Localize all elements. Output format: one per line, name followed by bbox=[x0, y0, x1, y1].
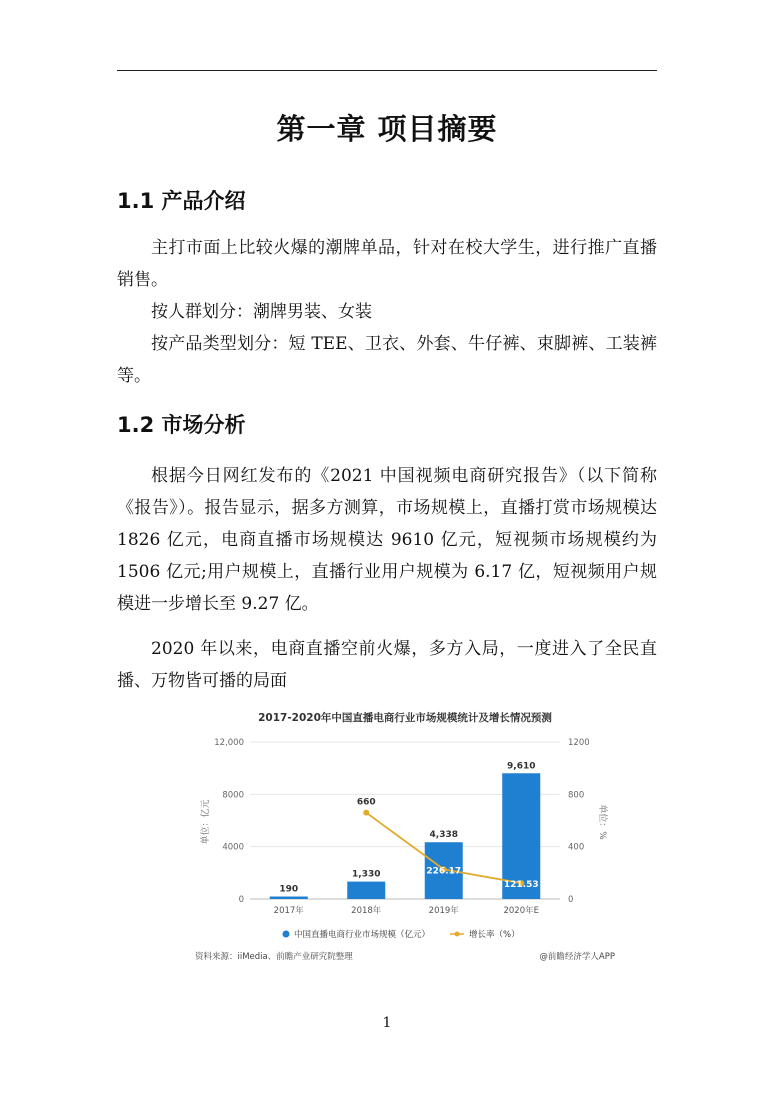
paragraph: 按人群划分：潮牌男装、女装 bbox=[151, 302, 372, 322]
x-tick-label: 2018年 bbox=[351, 906, 382, 916]
page-number: 1 bbox=[382, 1015, 392, 1031]
x-tick-label: 2020年E bbox=[503, 906, 540, 916]
y2-tick-label: 400 bbox=[568, 842, 585, 853]
paragraph: 主打市面上比较火爆的潮牌单品，针对在校大学生，进行推广直播销售。 bbox=[117, 238, 657, 290]
legend-swatch-bar bbox=[283, 931, 290, 938]
market-size-chart bbox=[190, 704, 620, 966]
section-heading-product: 1.1 产品介绍 bbox=[117, 189, 246, 213]
bar-value-label: 1,330 bbox=[352, 869, 381, 880]
x-axis-ticks bbox=[274, 905, 539, 916]
y-tick-label: 12,000 bbox=[214, 738, 244, 748]
bar-series bbox=[270, 761, 541, 899]
paragraph: 根据今日网红发布的《2021 中国视频电商研究报告》（以下简称《报告》）。报告显示，据多方测算，市场规模上，直播打赏市场规模达 1826 亿元，电商直播市场规模达 9610 亿元，短视频市场规模约为 1506 亿元;用户规模上，直播行业用户规模为 6.17 亿，短视频用户规模进一步增长至 9.27 亿。 bbox=[117, 466, 657, 614]
header-rule bbox=[117, 70, 657, 71]
bar-value-label: 9,610 bbox=[507, 761, 536, 772]
y-tick-label: 4000 bbox=[222, 842, 244, 853]
y2-tick-label: 0 bbox=[568, 895, 574, 905]
y2-tick-label: 800 bbox=[568, 790, 585, 801]
growth-rate-label: 660 bbox=[356, 797, 376, 808]
legend-label-line: 增长率（%） bbox=[469, 930, 520, 940]
chapter-title: 第一章 项目摘要 bbox=[276, 112, 498, 146]
section-heading-market: 1.2 市场分析 bbox=[117, 413, 246, 437]
growth-rate-label: 226.17 bbox=[426, 866, 462, 877]
bar bbox=[347, 882, 385, 899]
chart-legend bbox=[283, 929, 520, 940]
legend-label-bar: 中国直播电商行业市场规模（亿元） bbox=[294, 930, 431, 940]
chart-source: 资料来源：iiMedia、前瞻产业研究院整理 bbox=[195, 952, 353, 962]
x-tick-label: 2017年 bbox=[273, 906, 304, 916]
bar-value-label: 190 bbox=[279, 884, 299, 895]
x-tick-label: 2019年 bbox=[428, 906, 459, 916]
y-tick-label: 0 bbox=[238, 895, 244, 905]
y-tick-label: 8000 bbox=[222, 790, 244, 801]
bar bbox=[270, 897, 308, 899]
growth-rate-label: 121.53 bbox=[503, 880, 539, 891]
y-axis-left-label: 单位：亿元 bbox=[201, 799, 211, 845]
y-axis-left-ticks bbox=[214, 738, 244, 905]
growth-rate-point bbox=[363, 810, 369, 816]
paragraph: 2020 年以来，电商直播空前火爆，多方入局，一度进入了全民直播、万物皆可播的局面 bbox=[117, 639, 657, 691]
chart-title: 2017-2020年中国直播电商行业市场规模统计及增长情况预测 bbox=[258, 712, 552, 724]
y-axis-right-label: 单位：% bbox=[597, 804, 607, 840]
legend-swatch-dot bbox=[455, 932, 460, 937]
chart-credit: @前瞻经济学人APP bbox=[539, 952, 615, 962]
paragraph: 按产品类型划分：短 TEE、卫衣、外套、牛仔裤、束脚裤、工装裤等。 bbox=[117, 334, 657, 386]
y2-tick-label: 1200 bbox=[568, 738, 590, 748]
bar-value-label: 4,338 bbox=[429, 830, 458, 841]
y-axis-right-ticks bbox=[568, 738, 590, 905]
